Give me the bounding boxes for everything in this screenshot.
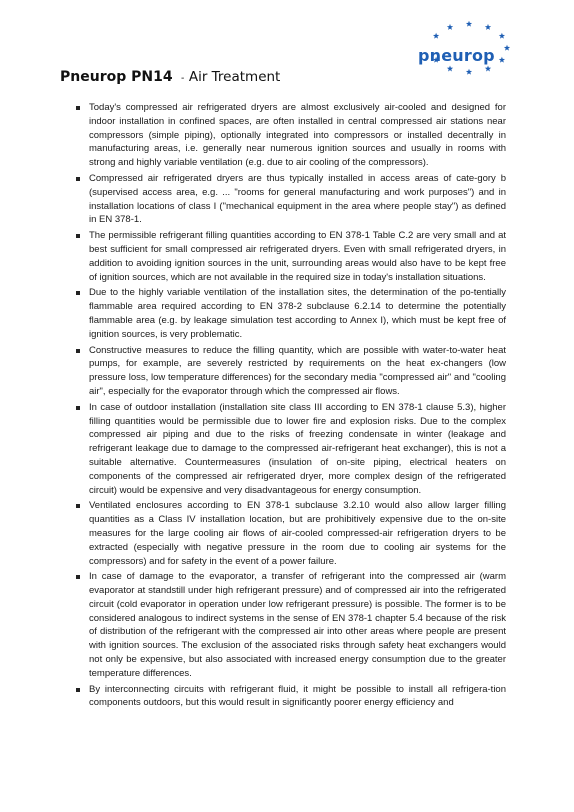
logo-star-icon (504, 45, 510, 51)
list-item-text: By interconnecting circuits with refrigerant fluid, it might be possible to install all refrigera-tion components outdoors, but this would result in significantly poorer energy efficiency and (89, 683, 506, 709)
bullet-list (76, 101, 506, 712)
bullet-icon (76, 504, 80, 508)
list-item-text: In case of outdoor installation (installation site class III according to EN 378-1 clause 5.3), higher filling quantities would be permissible due to lower fire and explosion risks. Due to the complex compressed air piping and due to the risks of freezing condensate in winter (leakage and refrigerant leakage due to damage to the compressed air-refrigerant heat exchanger), this is not a suitable alternative. Countermeasures (insulation of on-site piping, electrical heaters on components of the compressed air refrigerated dryer, more complex design of the refrigerated circuit) would be expensive and very disadvantageous for energy consumption. (89, 401, 506, 496)
document-title: Pneurop PN14 (60, 69, 173, 85)
list-item (76, 570, 506, 680)
list-item (76, 401, 506, 498)
list-item-text: In case of damage to the evaporator, a transfer of refrigerant into the compressed air (warm evaporator at standstill under high refrigerant pressure) and of compressed air into the refrigerated circuit (cold evaporator in operation under low refrigerant pressure) is possible. The former is to be considered analogous to indirect systems in the sense of EN 378-1 chapter 5.4 because of the risk of distribution of the refrigerant with the compressed air into other areas where people are present with ignition sources. The exclusion of the associated risks through safety heat exchangers would not only be expensive, but also associated with increased energy consumption due to the greater temperature differences. (89, 571, 506, 679)
logo-star-icon (447, 24, 453, 30)
list-item (76, 172, 506, 227)
bullet-icon (76, 575, 80, 579)
list-item (76, 499, 506, 568)
list-item (76, 229, 506, 284)
logo-star-icon (499, 33, 505, 39)
logo-star-icon (485, 65, 491, 71)
list-item-text: The permissible refrigerant filling quantities according to EN 378-1 Table C.2 are very small and at best sufficient for small compressed air refrigerated dryers. Even with small refrigerated dryers, in addition to avoiding ignition sources in the unit, surrounding areas would also have to be kept free of ignition sources, which are not available in the required size in today's installation situations. (89, 230, 506, 283)
logo-star-icon (433, 33, 439, 39)
list-item-text: Due to the highly variable ventilation of the installation sites, the determination of the po-tentially flammable area required according to EN 378-2 subclause 6.2.14 to determine the potentially flammable area (e.g. by leakage simulation test according to Annex I), which must be kept free of ignition sources, is very problematic. (89, 287, 506, 340)
logo-star-icon (466, 21, 472, 27)
bullet-icon (76, 291, 80, 295)
logo-star-icon (485, 24, 491, 30)
list-item (76, 101, 506, 170)
bullet-icon (76, 349, 80, 353)
document-subtitle: Air Treatment (188, 69, 281, 85)
list-item-text: Compressed air refrigerated dryers are thus typically installed in access areas of cate-gory b (supervised access area, e.g. ... "rooms for general manufacturing and work purposes") and in installation locations of class I ("mechanical equipment in the area where people stay") as defined in EN 378-1. (89, 172, 506, 226)
list-item (76, 683, 506, 711)
title-separator: - (181, 73, 185, 84)
list-item-text: Constructive measures to reduce the filling quantity, which are possible with water-to-water heat pumps, for example, are severely restricted by requirements on the heat ex-changers (low pressure loss, low temperature differences) for the secondary media "compressed air" and "cooling air", especially for the evaporator through which the compressed air flows. (89, 344, 506, 397)
list-item (76, 344, 506, 399)
logo-star-icon (466, 69, 472, 75)
logo-star-icon (447, 65, 453, 71)
bullet-icon (76, 234, 80, 238)
logo-wordmark: pneurop (418, 46, 495, 65)
bullet-icon (76, 177, 80, 181)
list-item (76, 286, 506, 341)
bullet-icon (76, 106, 80, 110)
pneurop-logo (411, 18, 517, 80)
list-item-text: Today's compressed air refrigerated dryers are almost exclusively air-cooled and designed for indoor installation in confined spaces, are often installed in central compressed air stations near compressors (simple piping), optionally integrated into compressors or installed decentrally in manufacturing areas, i.e. generally near numerous ignition sources and usually in rooms with strong and highly variable ventilation (e.g. due to air cooling of the compressors). (89, 102, 506, 169)
list-item-text: Ventilated enclosures according to EN 378-1 subclause 3.2.10 would also allow larger filling quantities as a Class IV installation location, but are prohibitively expensive due to the on-site measures for the large cooling air flows of air-cooled compressed-air refrigeration dryers to be extracted (especially with negative pressure in the room due to cooling air systems for the compressors) and for safety in the event of a power failure. (89, 500, 506, 567)
page-title (60, 68, 280, 86)
bullet-icon (76, 406, 80, 410)
logo-star-icon (499, 57, 505, 63)
bullet-icon (76, 688, 80, 692)
